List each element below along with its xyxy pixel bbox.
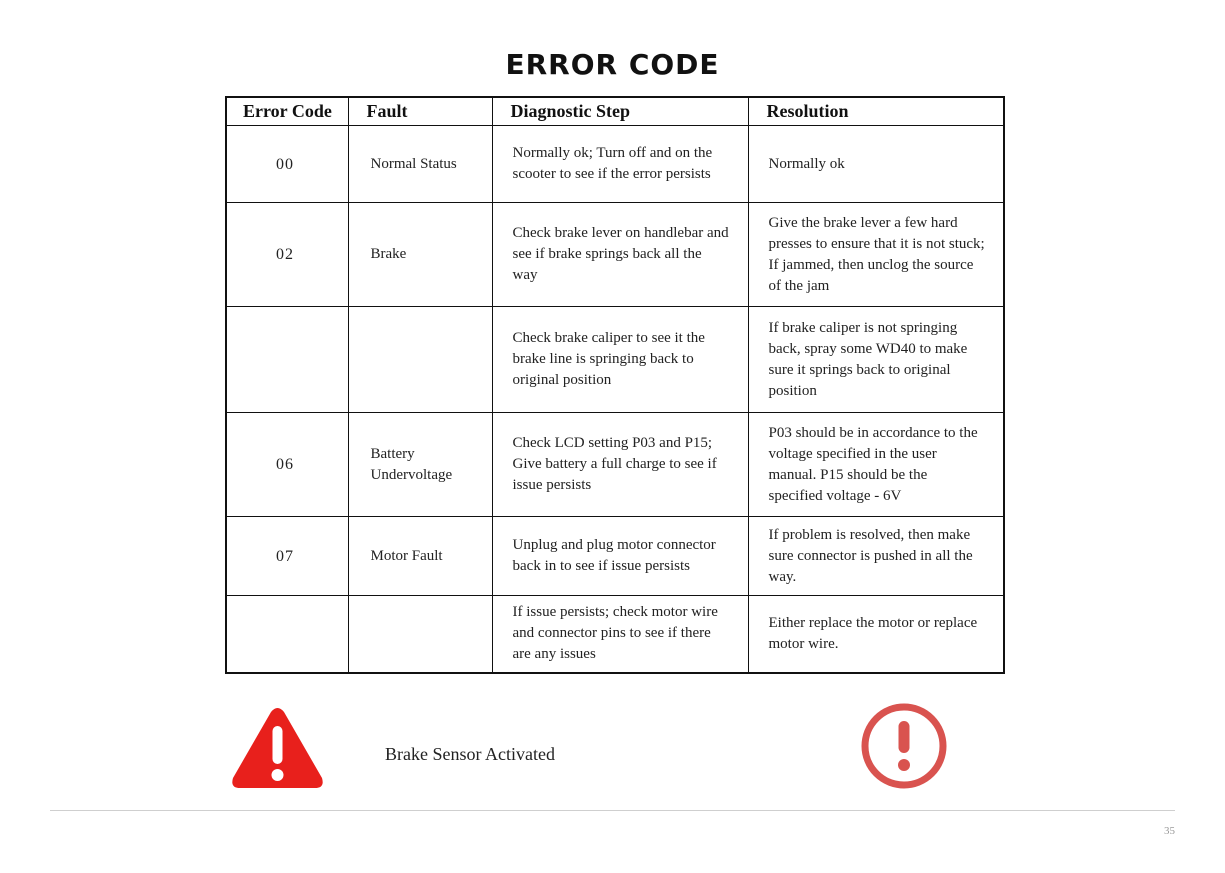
table-header-row [226, 97, 1004, 126]
resolution-cell: If brake caliper is not springing back, spray some WD40 to make sure it springs back to original position [748, 307, 1004, 413]
table-row [226, 596, 1004, 673]
diagnostic-step-cell: If issue persists; check motor wire and connector pins to see if there are any issues [492, 596, 748, 673]
resolution-cell: Give the brake lever a few hard presses to ensure that it is not stuck; If jammed, then unclog the source of the jam [748, 203, 1004, 307]
footer-divider [50, 810, 1175, 811]
table-row [226, 203, 1004, 307]
column-header-error-code: Error Code [226, 97, 348, 126]
brake-sensor-label: Brake Sensor Activated [385, 744, 555, 764]
fault-cell: Battery Undervoltage [348, 413, 492, 517]
column-header-resolution: Resolution [748, 97, 1004, 126]
error-code-cell [226, 307, 348, 413]
resolution-cell: If problem is resolved, then make sure connector is pushed in all the way. [748, 517, 1004, 596]
table-row [226, 126, 1004, 203]
fault-cell: Brake [348, 203, 492, 307]
error-code-cell: 02 [226, 203, 348, 307]
error-code-cell [226, 596, 348, 673]
fault-cell [348, 307, 492, 413]
table-row [226, 517, 1004, 596]
column-header-diagnostic-step: Diagnostic Step [492, 97, 748, 126]
brake-sensor-legend [0, 700, 1225, 800]
error-code-cell: 06 [226, 413, 348, 517]
page-number: 35 [1164, 825, 1175, 837]
error-code-cell: 07 [226, 517, 348, 596]
fault-cell: Motor Fault [348, 517, 492, 596]
resolution-cell: P03 should be in accordance to the voltage specified in the user manual. P15 should be the specified voltage - 6V [748, 413, 1004, 517]
diagnostic-step-cell: Check LCD setting P03 and P15; Give battery a full charge to see if issue persists [492, 413, 748, 517]
fault-cell: Normal Status [348, 126, 492, 203]
page-title: ERROR CODE [505, 48, 720, 81]
diagnostic-step-cell: Check brake lever on handlebar and see if brake springs back all the way [492, 203, 748, 307]
diagnostic-step-cell: Unplug and plug motor connector back in to see if issue persists [492, 517, 748, 596]
diagnostic-step-cell: Normally ok; Turn off and on the scooter to see if the error persists [492, 126, 748, 203]
table-row [226, 413, 1004, 517]
fault-cell [348, 596, 492, 673]
error-code-table [225, 96, 1005, 674]
column-header-fault: Fault [348, 97, 492, 126]
table-row [226, 307, 1004, 413]
resolution-cell: Normally ok [748, 126, 1004, 203]
error-code-cell: 00 [226, 126, 348, 203]
resolution-cell: Either replace the motor or replace motor wire. [748, 596, 1004, 673]
warning-triangle-icon [231, 706, 324, 790]
diagnostic-step-cell: Check brake caliper to see it the brake line is springing back to original position [492, 307, 748, 413]
exclamation-circle-icon [859, 701, 949, 791]
